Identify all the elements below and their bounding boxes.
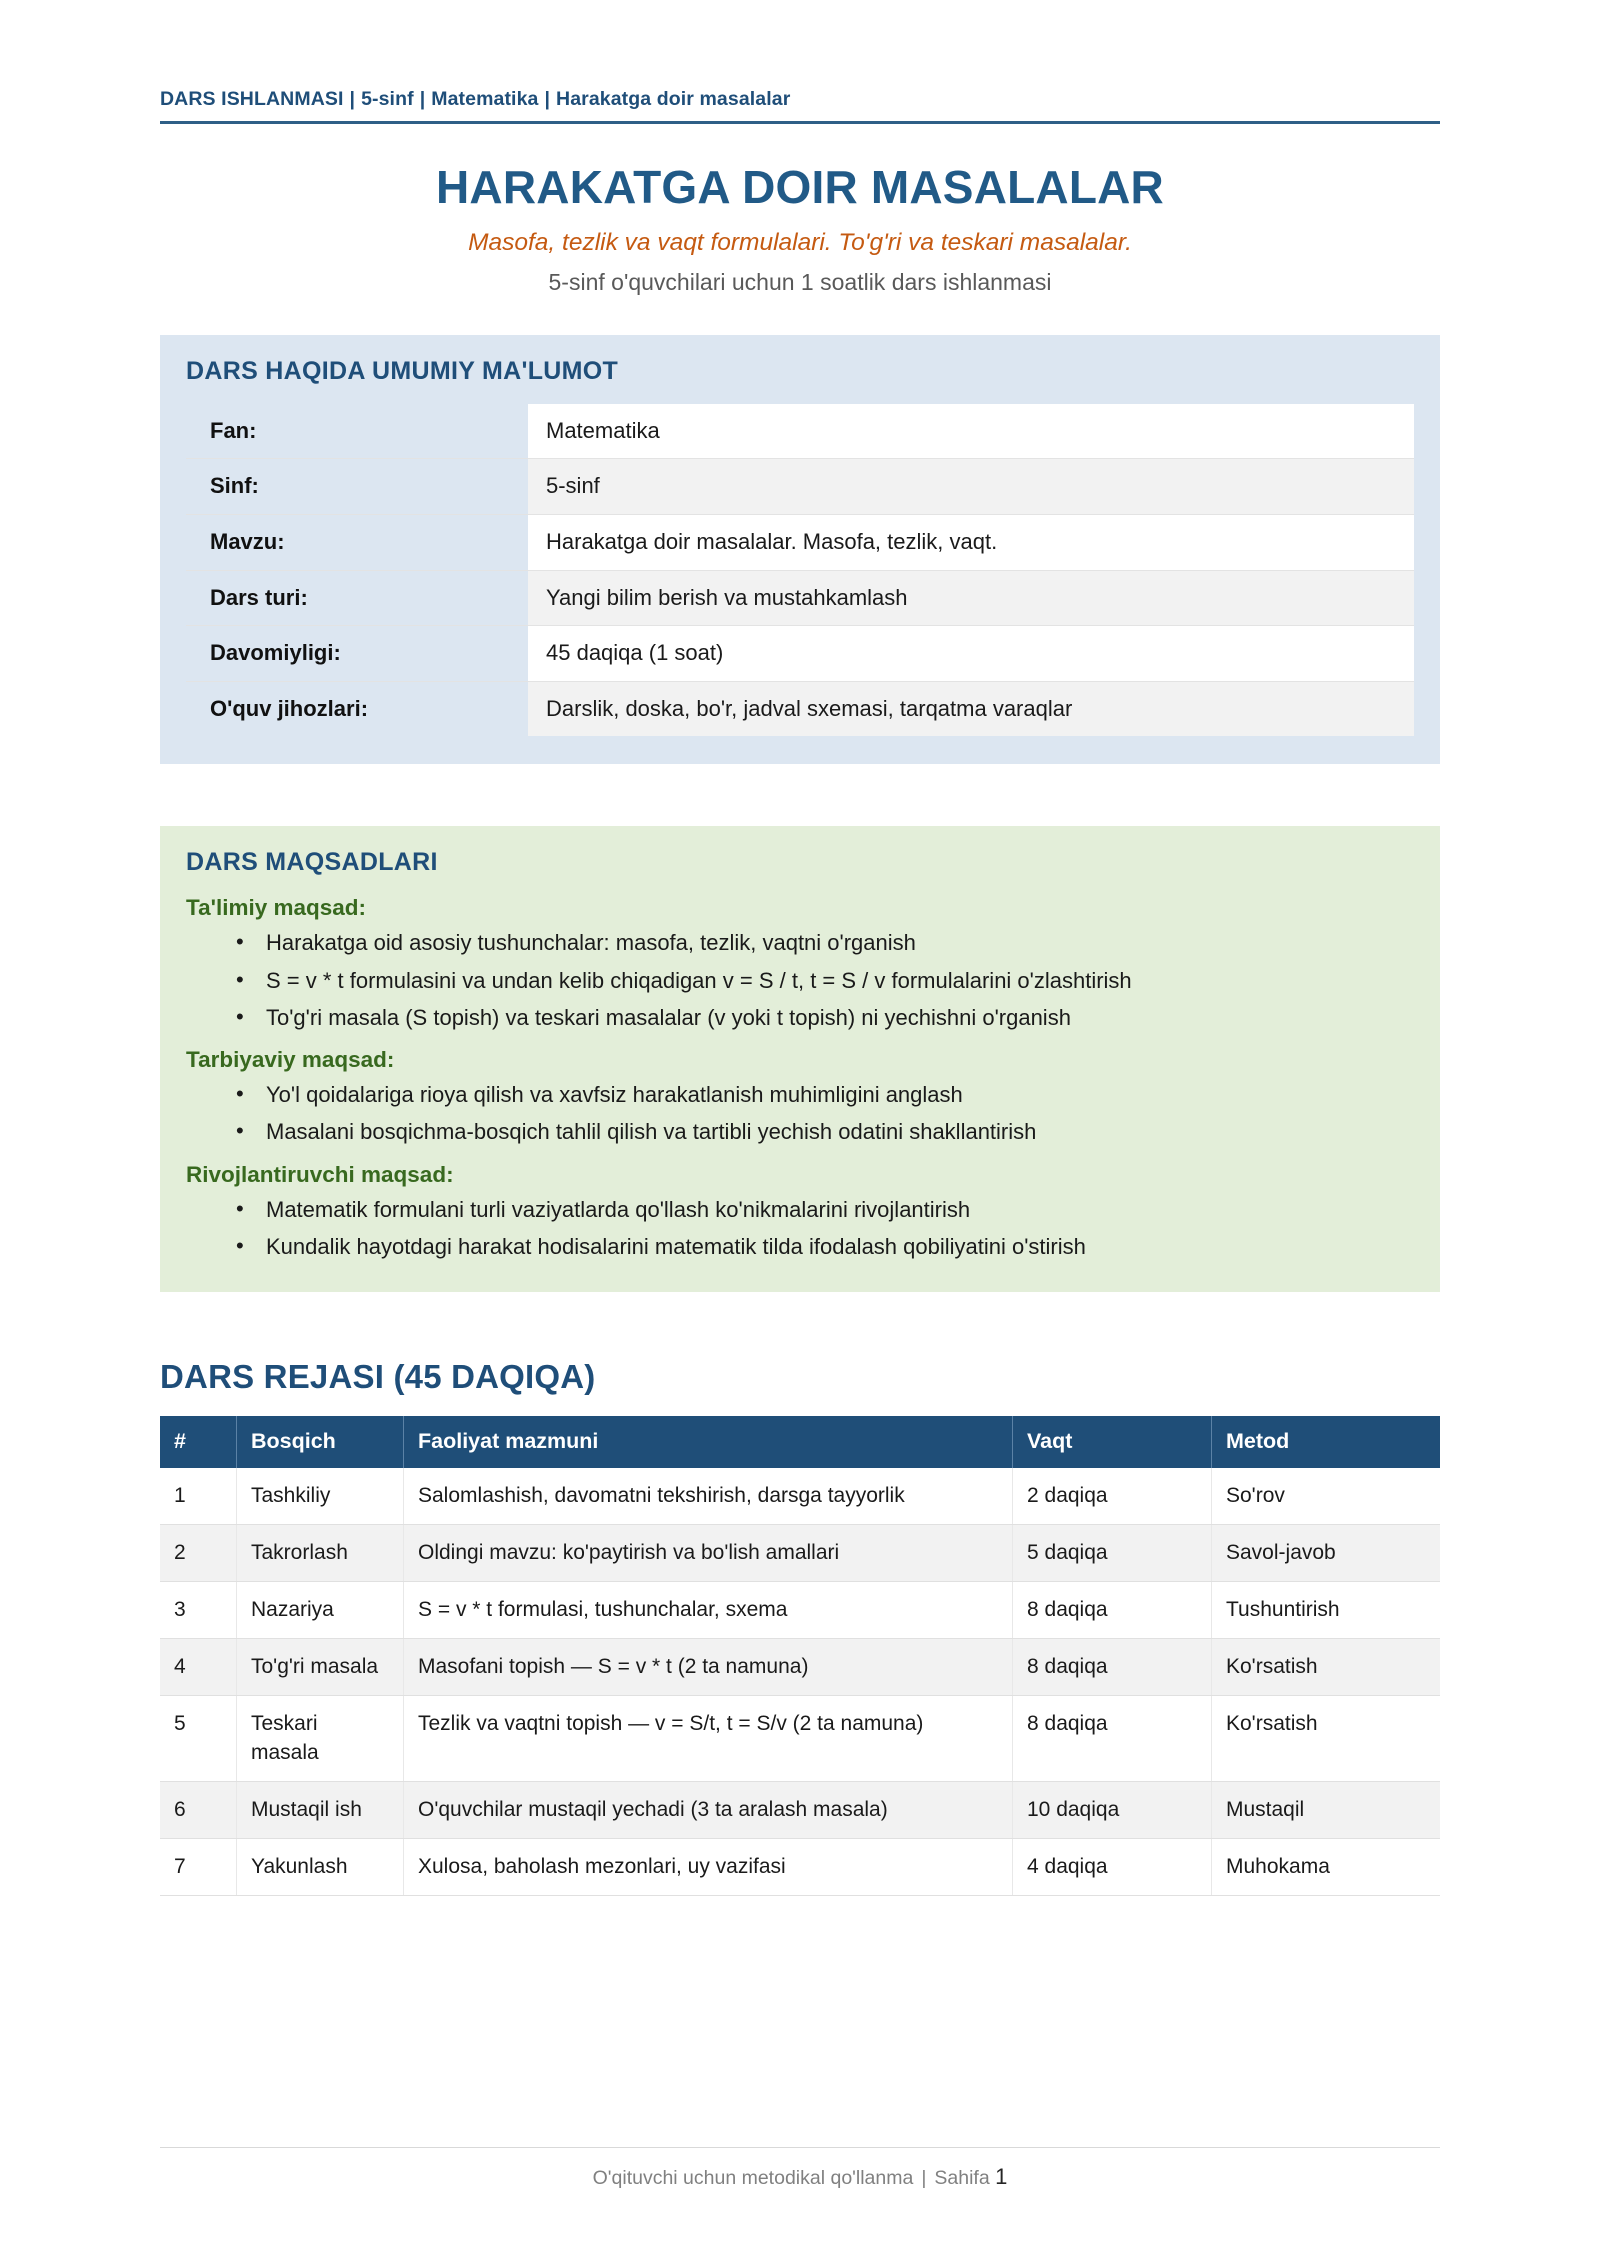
table-row [160, 1639, 1440, 1696]
cell-time: 8 daqiqa [1013, 1639, 1212, 1696]
column-header-number: # [160, 1416, 237, 1468]
list-item: • Kundalik hayotdagi harakat hodisalarini matematik tilda ifodalash qobiliyatini o'stirish [232, 1231, 1414, 1262]
general-info-heading: DARS HAQIDA UMUMIY MA'LUMOT [186, 356, 619, 385]
table-row [160, 1696, 1440, 1781]
cell-method: Ko'rsatish [1212, 1639, 1441, 1696]
title-block [160, 162, 1440, 297]
cell-time: 2 daqiqa [1013, 1468, 1212, 1525]
info-label: Davomiyligi: [186, 626, 528, 682]
cell-method: Ko'rsatish [1212, 1696, 1441, 1781]
general-info-box [160, 335, 1440, 765]
cell-activity: Tezlik va vaqtni topish — v = S/t, t = S/v (2 ta namuna) [404, 1696, 1013, 1781]
cell-number: 7 [160, 1838, 237, 1895]
cell-number: 2 [160, 1525, 237, 1582]
cell-time: 4 daqiqa [1013, 1838, 1212, 1895]
table-row [160, 1838, 1440, 1895]
info-label: Sinf: [186, 459, 528, 515]
table-row [160, 1781, 1440, 1838]
cell-activity: Masofani topish — S = v * t (2 ta namuna) [404, 1639, 1013, 1696]
column-header-time: Vaqt [1013, 1416, 1212, 1468]
table-row [160, 1525, 1440, 1582]
cell-stage: Mustaqil ish [237, 1781, 404, 1838]
cell-time: 5 daqiqa [1013, 1525, 1212, 1582]
table-row [186, 404, 1414, 459]
cell-number: 4 [160, 1639, 237, 1696]
breadcrumb-item-subject: Matematika [431, 88, 539, 110]
cell-activity: Salomlashish, davomatni tekshirish, darsga tayyorlik [404, 1468, 1013, 1525]
column-header-method: Metod [1212, 1416, 1441, 1468]
breadcrumb-item-grade: 5-sinf [361, 88, 414, 110]
cell-activity: O'quvchilar mustaqil yechadi (3 ta aralash masala) [404, 1781, 1013, 1838]
table-row [160, 1468, 1440, 1525]
breadcrumb-separator: | [544, 88, 551, 110]
table-row [160, 1582, 1440, 1639]
page-subtitle: Masofa, tezlik va vaqt formulalari. To'g'ri va teskari masalalar. [468, 228, 1132, 256]
lesson-goals-box [160, 826, 1440, 1292]
page-title: HARAKATGA DOIR MASALALAR [436, 161, 1164, 213]
goal-group-title-educational: Ta'limiy maqsad: [186, 895, 366, 921]
info-value: Darslik, doska, bo'r, jadval sxemasi, tarqatma varaqlar [528, 681, 1414, 736]
cell-method: Muhokama [1212, 1838, 1441, 1895]
footer-text: O'qituvchi uchun metodikal qo'llanma [592, 2167, 914, 2189]
column-header-activity: Faoliyat mazmuni [404, 1416, 1013, 1468]
general-info-table [186, 404, 1414, 737]
goal-group-title-upbringing: Tarbiyaviy maqsad: [186, 1047, 395, 1073]
table-row [186, 515, 1414, 571]
goal-list-educational [186, 927, 1414, 1033]
page-footer [160, 2147, 1440, 2190]
breadcrumb-separator: | [349, 88, 356, 110]
cell-stage: Tashkiliy [237, 1468, 404, 1525]
breadcrumb-item-topic: Harakatga doir masalalar [556, 88, 791, 110]
lesson-plan-heading: DARS REJASI (45 DAQIQA) [160, 1358, 596, 1396]
info-value: Harakatga doir masalalar. Masofa, tezlik, vaqt. [528, 515, 1414, 571]
cell-number: 1 [160, 1468, 237, 1525]
cell-number: 6 [160, 1781, 237, 1838]
lesson-goals-heading: DARS MAQSADLARI [186, 848, 438, 877]
cell-activity: S = v * t formulasi, tushunchalar, sxema [404, 1582, 1013, 1639]
cell-stage: Nazariya [237, 1582, 404, 1639]
list-item: • Matematik formulani turli vaziyatlarda qo'llash ko'nikmalarini rivojlantirish [232, 1194, 1414, 1225]
footer-page-label: Sahifa [934, 2167, 990, 2189]
cell-activity: Oldingi mavzu: ko'paytirish va bo'lish amallari [404, 1525, 1013, 1582]
info-label: Dars turi: [186, 570, 528, 626]
page-subsubtitle: 5-sinf o'quvchilari uchun 1 soatlik dars ishlanmasi [548, 269, 1052, 296]
lesson-plan-table [160, 1416, 1440, 1896]
cell-method: Savol-javob [1212, 1525, 1441, 1582]
info-value: Matematika [528, 404, 1414, 459]
list-item: • Harakatga oid asosiy tushunchalar: masofa, tezlik, vaqtni o'rganish [232, 927, 1414, 958]
info-label: Fan: [186, 404, 528, 459]
goal-list-upbringing [186, 1079, 1414, 1147]
cell-time: 10 daqiqa [1013, 1781, 1212, 1838]
table-row [186, 626, 1414, 682]
cell-activity: Xulosa, baholash mezonlari, uy vazifasi [404, 1838, 1013, 1895]
column-header-stage: Bosqich [237, 1416, 404, 1468]
cell-time: 8 daqiqa [1013, 1696, 1212, 1781]
goal-group-title-developmental: Rivojlantiruvchi maqsad: [186, 1161, 454, 1187]
table-row [186, 570, 1414, 626]
breadcrumb [160, 88, 1440, 124]
info-label: Mavzu: [186, 515, 528, 571]
cell-stage: Yakunlash [237, 1838, 404, 1895]
info-value: Yangi bilim berish va mustahkamlash [528, 570, 1414, 626]
info-value: 5-sinf [528, 459, 1414, 515]
list-item: • S = v * t formulasini va undan kelib chiqadigan v = S / t, t = S / v formulalarini o'zlashtirish [232, 965, 1414, 996]
cell-method: So'rov [1212, 1468, 1441, 1525]
goal-list-developmental [186, 1194, 1414, 1262]
cell-time: 8 daqiqa [1013, 1582, 1212, 1639]
list-item: • To'g'ri masala (S topish) va teskari masalalar (v yoki t topish) ni yechishni o'rganish [232, 1002, 1414, 1033]
breadcrumb-item-doctype: DARS ISHLANMASI [160, 88, 344, 110]
cell-number: 3 [160, 1582, 237, 1639]
cell-stage: To'g'ri masala [237, 1639, 404, 1696]
info-label: O'quv jihozlari: [210, 695, 369, 721]
footer-separator: | [921, 2167, 927, 2189]
cell-stage: Takrorlash [237, 1525, 404, 1582]
table-row [186, 681, 1414, 736]
cell-number: 5 [160, 1696, 237, 1781]
cell-method: Tushuntirish [1212, 1582, 1441, 1639]
list-item: • Yo'l qoidalariga rioya qilish va xavfsiz harakatlanish muhimligini anglash [232, 1079, 1414, 1110]
breadcrumb-separator: | [419, 88, 426, 110]
table-header-row [160, 1416, 1440, 1468]
table-row [186, 459, 1414, 515]
footer-page-number: 1 [995, 2164, 1008, 2189]
info-value: 45 daqiqa (1 soat) [528, 626, 1414, 682]
cell-method: Mustaqil [1212, 1781, 1441, 1838]
list-item: • Masalani bosqichma-bosqich tahlil qilish va tartibli yechish odatini shakllantirish [232, 1116, 1414, 1147]
cell-stage: Teskari masala [237, 1696, 404, 1781]
